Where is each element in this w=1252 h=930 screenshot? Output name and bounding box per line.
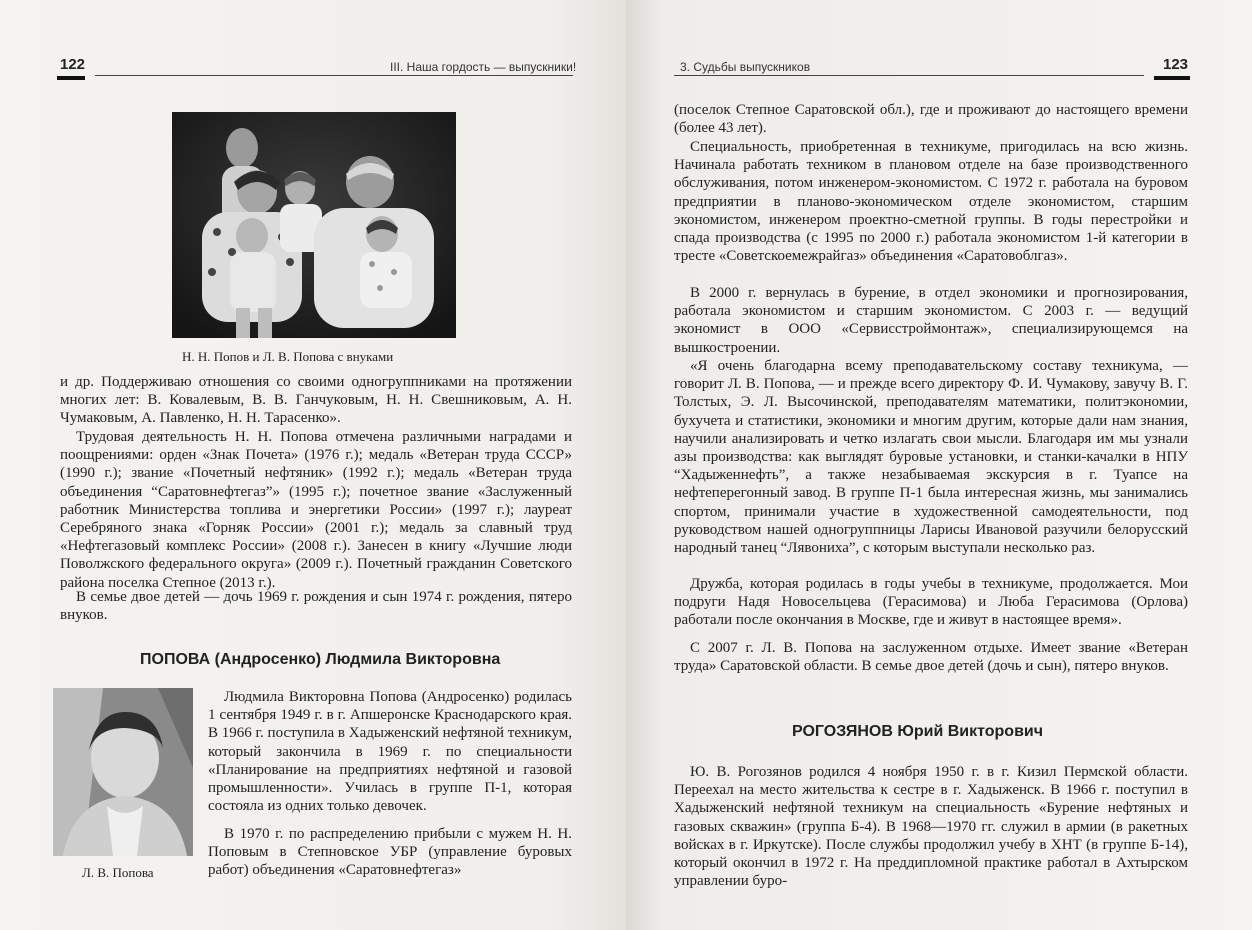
paragraph: С 2007 г. Л. В. Попова на заслуженном отдыхе. Имеет звание «Ветеран труда» Саратовской области. В семье двое детей (дочь и сын), пятеро внуков. xyxy=(674,640,1188,675)
header-tick xyxy=(1154,76,1190,80)
header-rule xyxy=(674,75,1144,76)
paragraph: В 2000 г. вернулась в бурение, в отдел экономики и прогнозирования, работала экономистом и старшим экономистом. С 2003 г. — ведущий экономист в ООО «Сервисстроймонтаж», специализирующемся на вышкостроении. xyxy=(674,285,1188,356)
paragraph: В семье двое детей — дочь 1969 г. рождения и сын 1974 г. рождения, пятеро внуков. xyxy=(60,589,572,624)
section-heading: РОГОЗЯНОВ Юрий Викторович xyxy=(792,723,1044,740)
paragraph: (поселок Степное Саратовской обл.), где и проживают до настоящего времени (более 43 лет). xyxy=(674,102,1188,137)
paragraph: В 1970 г. по распределению прибыли с мужем Н. Н. Поповым в Степновское УБР (управление буровых работ) объединения «Саратовнефтегаз» xyxy=(208,826,572,879)
paragraph: «Я очень благодарна всему преподавательскому составу техникума, — говорит Л. В. Попова, — и прежде всего директору Ф. И. Чумакову, завучу В. Г. Толстых, Э. Л. Высочинской, преподавателям математики, политэкономии, бухучета и статистики, экономики и многим другим, которые дали нам знания, научили анализировать и четко излагать свои мысли. Благодаря им мы узнали азы производства: как выглядят буровые установки, и станки-качалки в НПУ “Хадыженнефть”, а также незабываемая экскурсия в г. Туапсе на нефтеперегонный завод. В группе П-1 была интересная жизнь, мы занимались спортом, принимали участие в художественной самодеятельности, под руководством нашей одногруппницы Ларисы Ивановой разучили белорусский народный танец “Лявониха”, с которым выступали несколько раз. xyxy=(674,358,1188,557)
page-number: 122 xyxy=(60,56,86,73)
section-heading: ПОПОВА (Андросенко) Людмила Викторовна xyxy=(140,651,501,668)
running-title: 3. Судьбы выпускников xyxy=(680,60,811,74)
page-number: 123 xyxy=(1163,56,1189,73)
photo-caption: Н. Н. Попов и Л. В. Попова с внуками xyxy=(182,349,394,364)
right-page xyxy=(626,0,1252,930)
paragraph: Людмила Викторовна Попова (Андросенко) родилась 1 сентября 1949 г. в г. Апшеронске Краснодарского края. В 1966 г. поступила в Хадыженский нефтяной техникум, который закончила в 1969 г. по специальности «Планирование на предприятиях нефтяной и газовой промышленности». Училась в группе П-1, которая состояла из одних только девочек. xyxy=(208,689,572,815)
paragraph: Специальность, приобретенная в техникуме, пригодилась на всю жизнь. Начинала работать техником в плановом отделе на базе производственного обслуживания, потом инженером-экономистом. С 1972 г. работала на буровом предприятии в планово-экономическом отделе экономистом, старшим экономистом, инженером проектно-сметной группы. В годы перестройки и спада производства (с 1995 по 2000 г.) работала экономистом 1-й категории в тресте «Советскоемежрайгаз» объединения «Саратовоблгаз». xyxy=(674,139,1188,265)
header-tick xyxy=(57,76,85,80)
portrait-photo xyxy=(53,688,193,856)
header-rule xyxy=(95,75,573,76)
paragraph: Трудовая деятельность Н. Н. Попова отмечена различными наградами и поощрениями: орден «Знак Почета» (1976 г.); медаль «Ветеран труда СССР» (1990 г.); звание «Почетный нефтяник» (1992 г.); медаль «Ветеран труда объединения “Саратовнефтегаз”» (1995 г.); почетное звание «Заслуженный работник Министерства топлива и энергетики России» (1997 г.); лауреат Серебряного знака «Горняк России» (2001 г.); медаль за славный труд «Нефтегазовый комплекс России» (2008 г.). Занесен в книгу «Лучшие люди Поволжского федерального округа» (2009 г.). Почетный гражданин Советского района поселка Степное (2013 г.). xyxy=(60,429,572,591)
running-title: III. Наша гордость — выпускники! xyxy=(390,60,577,74)
paragraph: и др. Поддерживаю отношения со своими одногруппниками на протяжении многих лет: В. Ковалевым, В. В. Ганчуковым, Н. Н. Свешниковым, А. Н. Чумаковым, А. Павленко, Н. Н. Тарасенко». xyxy=(60,374,572,427)
paragraph: Дружба, которая родилась в годы учебы в техникуме, продолжается. Мои подруги Надя Новосельцева (Герасимова) и Люба Герасимова (Орлова) работали после окончания в Москве, где и живут в настоящее время». xyxy=(674,576,1188,629)
portrait-caption: Л. В. Попова xyxy=(82,865,154,880)
family-photo xyxy=(172,112,456,338)
paragraph: Ю. В. Рогозянов родился 4 ноября 1950 г. в г. Кизил Пермской области. Переехал на место жительства к сестре в г. Хадыженск. В 1966 г. поступил в Хадыженский нефтяной техникум на специальность «Бурение нефтяных и газовых скважин» (группа Б-4). В 1968—1970 гг. служил в армии (в ракетных войсках в г. Иркутске). После службы продолжил учебу в ХНТ (в группе Б-14), который окончил в 1972 г. На преддипломной практике работал в Ахтырском управлении буро- xyxy=(674,764,1188,890)
